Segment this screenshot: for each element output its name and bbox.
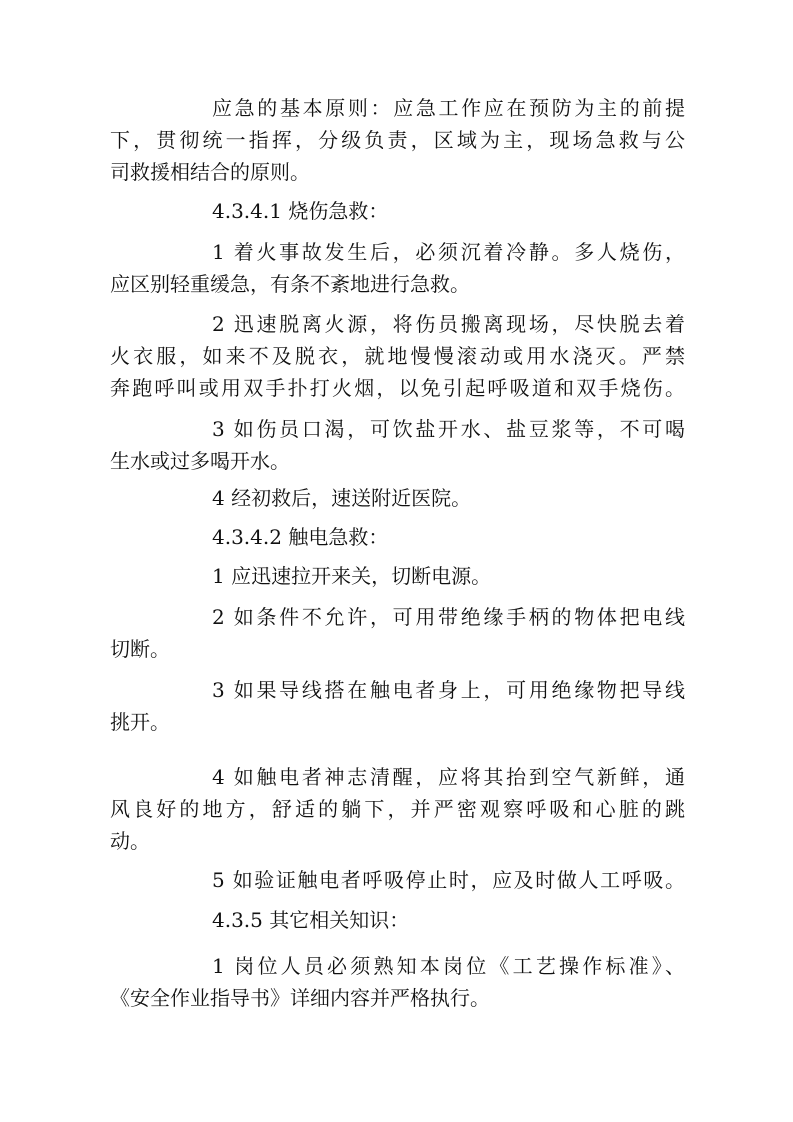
- text-line: 4 如触电者神志清醒，应将其抬到空气新鲜，通: [212, 765, 685, 789]
- text-line: 司救援相结合的原则。: [110, 160, 310, 184]
- text-line: 动。: [110, 829, 150, 853]
- text-line: 3 如伤员口渴，可饮盐开水、盐豆浆等，不可喝: [212, 417, 685, 441]
- text-line: 1 应迅速拉开来关，切断电源。: [212, 564, 492, 588]
- text-line: 1 岗位人员必须熟知本岗位《工艺操作标准》、: [212, 954, 685, 978]
- text-line: 1 着火事故发生后，必须沉着冷静。多人烧伤，: [212, 240, 685, 264]
- text-line: 下，贯彻统一指挥，分级负责，区域为主，现场急救与公: [110, 128, 685, 152]
- text-line: 应急的基本原则：应急工作应在预防为主的前提: [212, 96, 685, 120]
- text-line: 5 如验证触电者呼吸停止时，应及时做人工呼吸。: [212, 868, 685, 892]
- text-line: 2 如条件不允许，可用带绝缘手柄的物体把电线: [212, 605, 685, 629]
- text-line: 风良好的地方，舒适的躺下，并严密观察呼吸和心脏的跳: [110, 797, 685, 821]
- text-line: 奔跑呼叫或用双手扑打火烟，以免引起呼吸道和双手烧伤。: [110, 376, 685, 400]
- text-line: 《安全作业指导书》详细内容并严格执行。: [110, 986, 490, 1010]
- text-line: 4.3.5 其它相关知识：: [212, 908, 410, 932]
- text-line: 2 迅速脱离火源，将伤员搬离现场，尽快脱去着: [212, 312, 685, 336]
- text-line: 3 如果导线搭在触电者身上，可用绝缘物把导线: [212, 678, 685, 702]
- text-line: 4 经初救后，速送附近医院。: [212, 486, 472, 510]
- text-line: 挑开。: [110, 710, 170, 734]
- text-line: 应区别轻重缓急，有条不紊地进行急救。: [110, 272, 470, 296]
- text-line: 4.3.4.1 烧伤急救：: [212, 199, 389, 223]
- text-line: 切断。: [110, 637, 170, 661]
- text-line: 生水或过多喝开水。: [110, 449, 290, 473]
- text-line: 4.3.4.2 触电急救：: [212, 525, 389, 549]
- text-line: 火衣服，如来不及脱衣，就地慢慢滚动或用水浇灭。严禁: [110, 344, 685, 368]
